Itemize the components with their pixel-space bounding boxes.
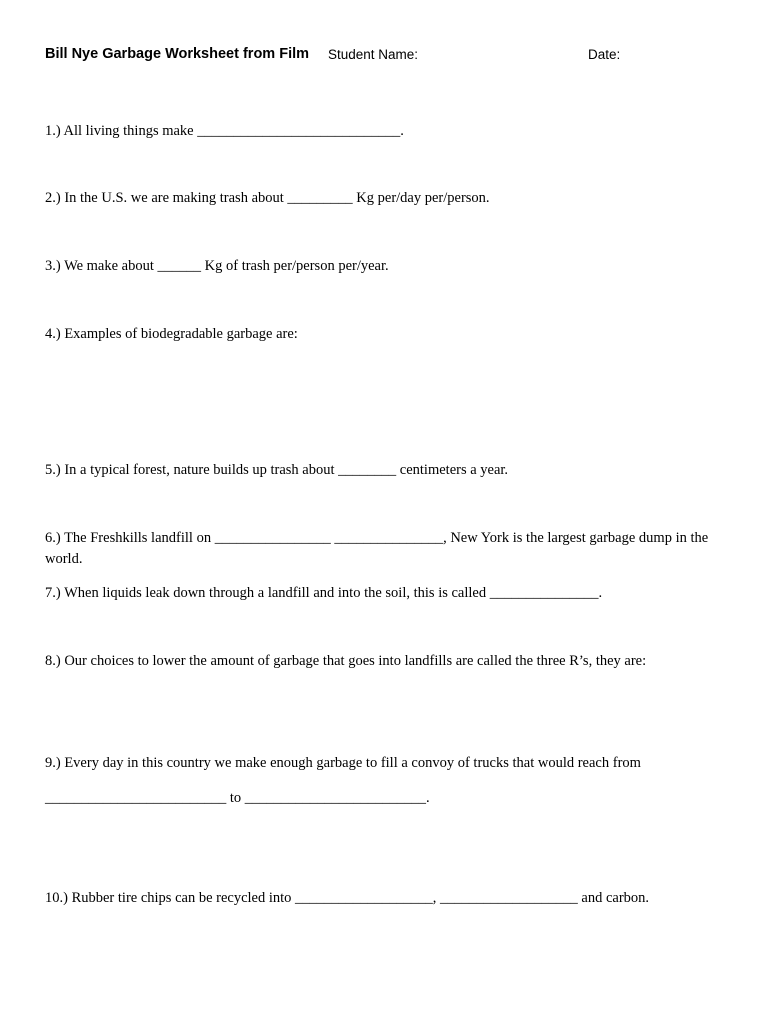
- worksheet-header: [45, 46, 735, 66]
- date-label: Date:: [588, 47, 621, 62]
- question-6: 6.) The Freshkills landfill on ________________ _______________, New York is the largest garbage dump in the world.: [45, 530, 709, 567]
- question-5: 5.) In a typical forest, nature builds up trash about ________ centimeters a year.: [45, 462, 509, 478]
- worksheet-title: Bill Nye Garbage Worksheet from Film: [45, 46, 310, 62]
- question-9-answer-line: _________________________ to _________________________.: [45, 790, 430, 806]
- question-9-text: 9.) Every day in this country we make enough garbage to fill a convoy of trucks that would reach from: [45, 755, 641, 771]
- question-9: [45, 753, 730, 806]
- question-8: 8.) Our choices to lower the amount of garbage that goes into landfills are called the three R’s, they are:: [45, 653, 647, 669]
- question-7: 7.) When liquids leak down through a landfill and into the soil, this is called _______________.: [45, 585, 603, 601]
- question-1: 1.) All living things make ____________________________.: [45, 123, 404, 139]
- question-4: 4.) Examples of biodegradable garbage are:: [45, 326, 298, 342]
- question-10: 10.) Rubber tire chips can be recycled into ___________________, ___________________ and carbon.: [45, 890, 650, 906]
- question-3: 3.) We make about ______ Kg of trash per/person per/year.: [45, 258, 389, 274]
- question-2: 2.) In the U.S. we are making trash about _________ Kg per/day per/person.: [45, 190, 490, 206]
- student-name-label: Student Name:: [328, 47, 419, 62]
